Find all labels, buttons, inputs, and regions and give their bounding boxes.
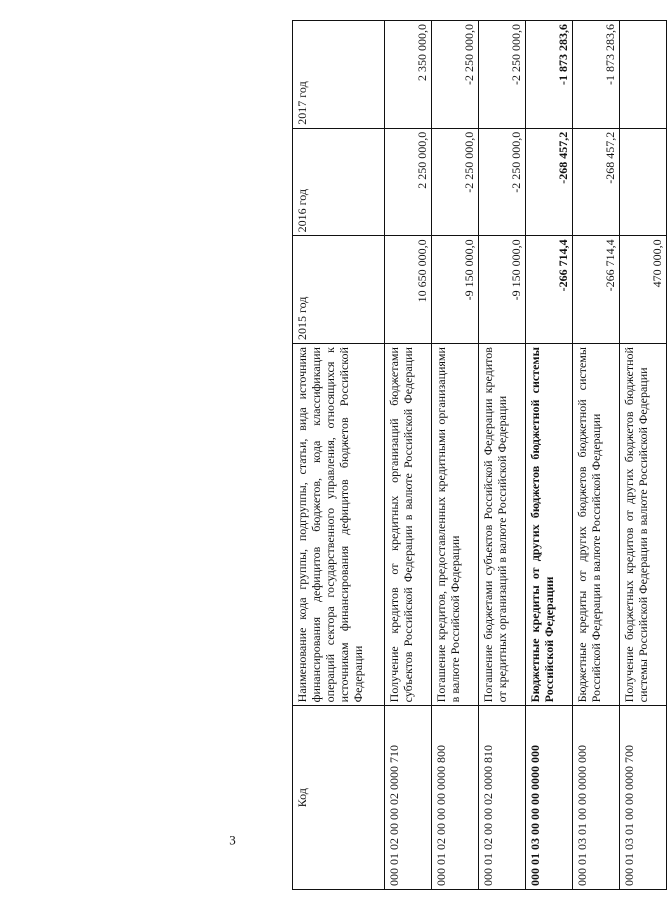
row-code: 000 01 02 00 00 02 0000 710 [385, 706, 432, 890]
budget-sources-table [292, 20, 667, 890]
row-value-2017-text: -2 250 000,0 [509, 24, 523, 85]
row-value-2015 [385, 236, 432, 344]
row-value-2016 [620, 128, 667, 236]
row-value-2016-text [650, 132, 664, 233]
row-value-2015-text: 10 650 000,0 [415, 239, 429, 303]
row-value-2015-text: 470 000,0 [650, 239, 664, 288]
row-value-2016-text: -268 457,2 [556, 131, 570, 184]
table-row [620, 21, 667, 890]
row-name [385, 344, 432, 706]
row-value-2015 [620, 236, 667, 344]
row-value-2015-text: -9 150 000,0 [462, 239, 476, 301]
row-value-2017 [526, 21, 573, 129]
row-value-2017 [385, 21, 432, 129]
row-value-2015 [573, 236, 620, 344]
header-name: Наименование кода группы, подгруппы, статьи, вида источника финансирования дефицитов бюджетов, кода классификации операций сектора государственного управления, относящихся к источникам финансирования дефицитов бюджетов Российской Федерации [293, 344, 385, 706]
header-code: Код [293, 706, 385, 890]
row-name: Бюджетные кредиты от других бюджетов бюджетной системы Российской Федерации [526, 344, 573, 706]
table-row-total [526, 21, 573, 890]
row-value-2017-text: -1 873 283,6 [556, 24, 570, 85]
row-value-2016 [573, 128, 620, 236]
row-name: Погашение кредитов, предоставленных кредитными организациями в валюте Российской Федерации [432, 344, 479, 706]
row-value-2017 [432, 21, 479, 129]
row-value-2016 [479, 128, 526, 236]
page-number: 3 [229, 832, 236, 848]
row-value-2017 [620, 21, 667, 129]
row-value-2017-text [650, 24, 664, 125]
row-value-2015-text: -266 714,4 [603, 239, 617, 292]
table-row [573, 21, 620, 890]
table-row [479, 21, 526, 890]
row-value-2017-text: -2 250 000,0 [462, 24, 476, 85]
row-value-2015 [432, 236, 479, 344]
header-2015: 2015 год [293, 236, 385, 344]
row-value-2017 [479, 21, 526, 129]
row-code: 000 01 02 00 00 00 0000 800 [432, 706, 479, 890]
row-name-text: Получение кредитов от кредитных организаций бюджетами субъектов Российской Федерации в валюте Российской Федерации [387, 347, 415, 703]
row-value-2016 [432, 128, 479, 236]
table-header-row [293, 21, 385, 890]
row-name: Бюджетные кредиты от других бюджетов бюджетной системы Российской Федерации в валюте Российской Федерации [573, 344, 620, 706]
row-value-2016 [385, 128, 432, 236]
row-value-2017 [573, 21, 620, 129]
table-row [385, 21, 432, 890]
row-name: Получение бюджетных кредитов от других бюджетов бюджетной системы Российской Федерации в валюте Российской Федерации [620, 344, 667, 706]
row-value-2015-text: -266 714,4 [556, 239, 570, 292]
row-value-2016-text: -2 250 000,0 [462, 131, 476, 193]
row-value-2016 [526, 128, 573, 236]
row-value-2016-text: 2 250 000,0 [415, 131, 429, 189]
row-code: 000 01 03 01 00 00 0000 700 [620, 706, 667, 890]
row-code: 000 01 02 00 00 02 0000 810 [479, 706, 526, 890]
row-value-2017-text: -1 873 283,6 [603, 24, 617, 85]
header-2017: 2017 год [293, 21, 385, 129]
row-code: 000 01 03 01 00 00 0000 000 [573, 706, 620, 890]
row-name: Погашение бюджетами субъектов Российской Федерации кредитов от кредитных организаций в валюте Российской Федерации [479, 344, 526, 706]
table-row [432, 21, 479, 890]
row-value-2015 [526, 236, 573, 344]
row-name-line [387, 347, 415, 702]
row-value-2017-text: 2 350 000,0 [415, 24, 429, 81]
row-value-2015-text: -9 150 000,0 [509, 239, 523, 301]
header-2016: 2016 год [293, 128, 385, 236]
row-value-2016-text: -2 250 000,0 [509, 131, 523, 193]
row-value-2016-text: -268 457,2 [603, 131, 617, 184]
row-code: 000 01 03 00 00 00 0000 000 [526, 706, 573, 890]
row-value-2015 [479, 236, 526, 344]
